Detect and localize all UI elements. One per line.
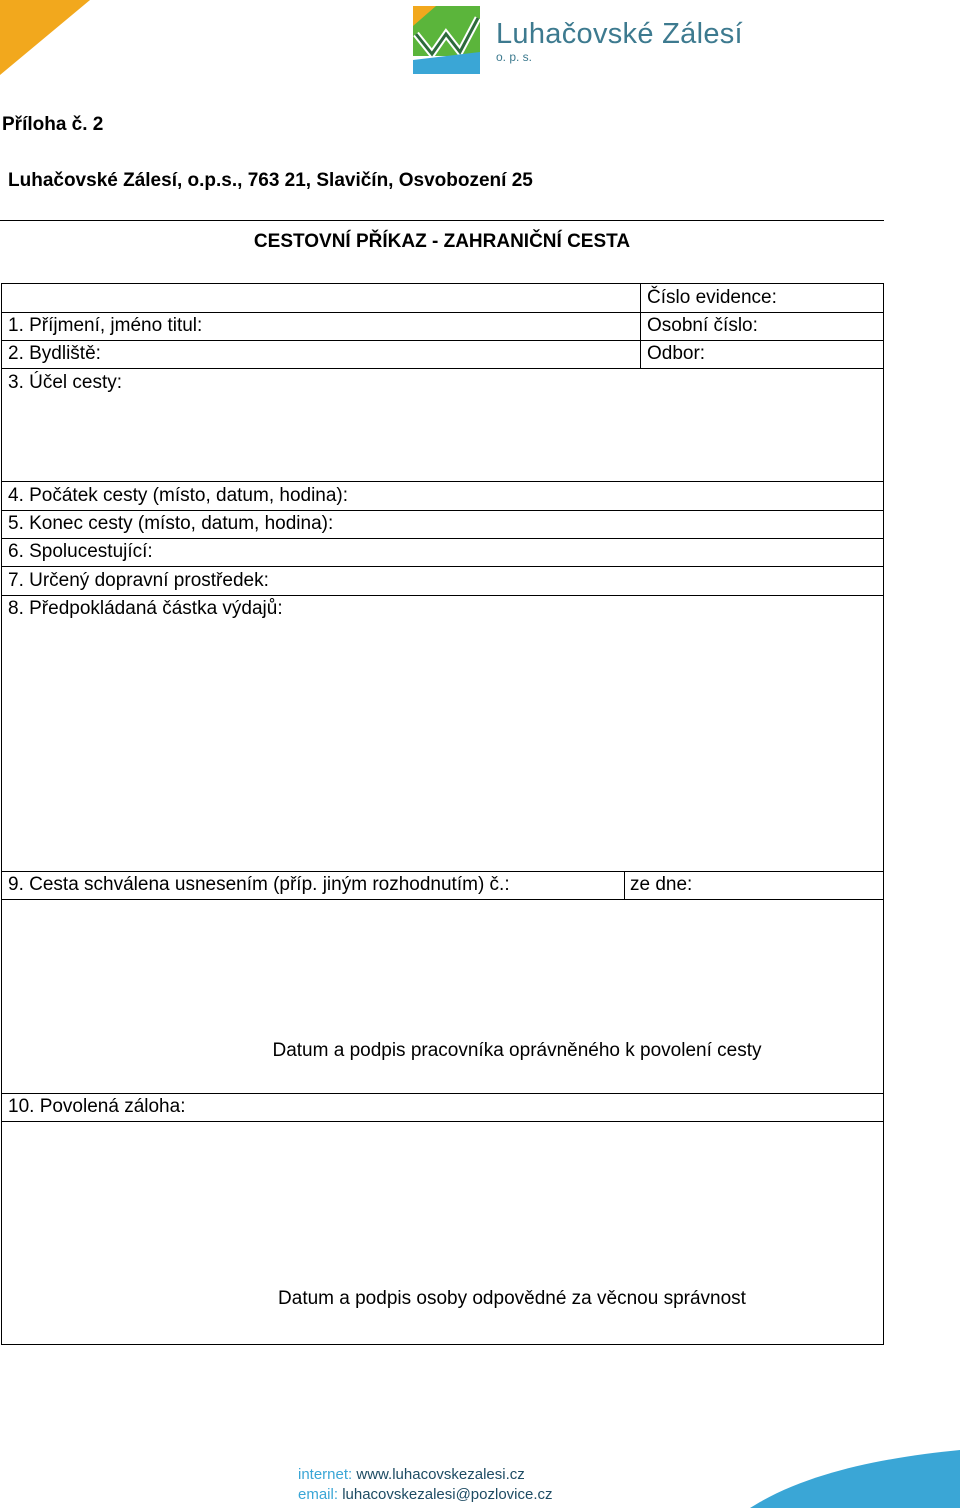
column-divider [624, 871, 625, 900]
row-divider [1, 312, 884, 313]
travel-order-form [1, 283, 884, 1345]
row-divider [1, 481, 884, 482]
approval-date-label: ze dne: [630, 874, 693, 895]
row-divider [1, 340, 884, 341]
footer-swoosh [750, 1446, 960, 1508]
trip-end-label: 5. Konec cesty (místo, datum, hodina): [8, 513, 334, 534]
trip-start-label: 4. Počátek cesty (místo, datum, hodina): [8, 485, 349, 506]
residence-label: 2. Bydliště: [8, 343, 101, 364]
row-divider [1, 510, 884, 511]
transport-label: 7. Určený dopravní prostředek: [8, 570, 269, 591]
logo-icon [410, 4, 484, 76]
expenses-label: 8. Předpokládaná částka výdajů: [8, 598, 283, 619]
name-label: 1. Příjmení, jméno titul: [8, 315, 203, 336]
logo-name: Luhačovské Zálesí [496, 18, 743, 50]
row-divider [1, 1093, 884, 1094]
row-divider [1, 1121, 884, 1122]
organization-logo [410, 4, 743, 76]
row-divider [1, 595, 884, 596]
approval-label: 9. Cesta schválena usnesením (příp. jiným rozhodnutím) č.: [8, 874, 510, 895]
row-divider [1, 368, 884, 369]
department-label: Odbor: [647, 343, 706, 364]
advance-label: 10. Povolená záloha: [8, 1096, 186, 1117]
purpose-label: 3. Účel cesty: [8, 372, 123, 393]
organization-address: Luhačovské Zálesí, o.p.s., 763 21, Slavičín, Osvobození 25 [8, 170, 533, 191]
evidence-number-label: Číslo evidence: [647, 287, 777, 308]
logo-subtitle: o. p. s. [496, 50, 533, 64]
internet-label: internet: [298, 1466, 353, 1483]
column-divider [640, 283, 641, 369]
attachment-label: Příloha č. 2 [2, 114, 104, 135]
website-link[interactable]: www.luhacovskezalesi.cz [356, 1466, 525, 1483]
row-divider [1, 871, 884, 872]
footer-internet [298, 1466, 525, 1483]
row-divider [1, 566, 884, 567]
email-link[interactable]: luhacovskezalesi@pozlovice.cz [342, 1486, 553, 1503]
email-label: email: [298, 1486, 339, 1503]
personal-number-label: Osobní číslo: [647, 315, 758, 336]
row-divider [1, 899, 884, 900]
authorized-signature-label: Datum a podpis pracovníka oprávněného k povolení cesty [272, 1040, 762, 1061]
footer-email [298, 1486, 553, 1503]
companions-label: 6. Spolucestující: [8, 541, 153, 562]
corner-decoration [0, 0, 95, 80]
row-divider [1, 538, 884, 539]
responsible-signature-label: Datum a podpis osoby odpovědné za věcnou správnost [278, 1288, 746, 1309]
header-divider [0, 220, 884, 221]
document-title: CESTOVNÍ PŘÍKAZ - ZAHRANIČNÍ CESTA [253, 231, 631, 252]
